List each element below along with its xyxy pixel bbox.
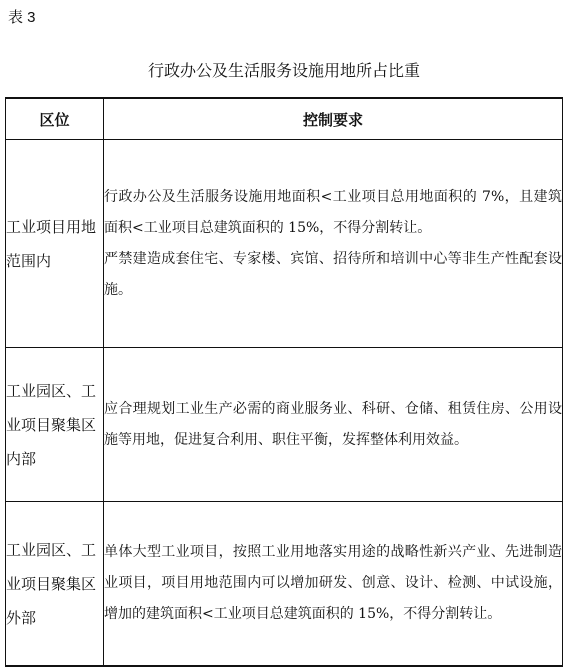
requirement-paragraph: 单体大型工业项目，按照工业用地落实用途的战略性新兴产业、先进制造业项目，项目用地范围内可以增加研发、创意、设计、检测、中试设施，增加的建筑面积<工业项目总建筑面积的 15%，不得分割转让。: [104, 544, 562, 622]
requirement-paragraph: 严禁建造成套住宅、专家楼、宾馆、招待所和培训中心等非生产性配套设施。: [104, 250, 562, 298]
table-row: [6, 502, 563, 667]
requirements-table: [5, 97, 563, 667]
requirement-cell: [104, 140, 563, 348]
requirement-paragraph: 应合理规划工业生产必需的商业服务业、科研、仓储、租赁住房、公用设施等用地，促进复合利用、职住平衡，发挥整体利用效益。: [104, 400, 562, 448]
table-row: [6, 348, 563, 502]
region-cell: 工业园区、工业项目聚集区内部: [6, 348, 104, 502]
table-title: 行政办公及生活服务设施用地所占比重: [147, 61, 420, 80]
header-row: [6, 98, 563, 140]
region-cell: 工业项目用地范围内: [6, 140, 104, 348]
table-number-label: 表 3: [8, 9, 36, 26]
requirement-cell: [104, 348, 563, 502]
header-requirement: 控制要求: [104, 98, 563, 140]
requirement-cell: [104, 502, 563, 667]
requirement-paragraph: 行政办公及生活服务设施用地面积<工业项目总用地面积的 7%，且建筑面积<工业项目总建筑面积的 15%，不得分割转让。: [104, 188, 562, 236]
header-region: 区位: [6, 98, 104, 140]
table-row: [6, 140, 563, 348]
region-cell: 工业园区、工业项目聚集区外部: [6, 502, 104, 667]
